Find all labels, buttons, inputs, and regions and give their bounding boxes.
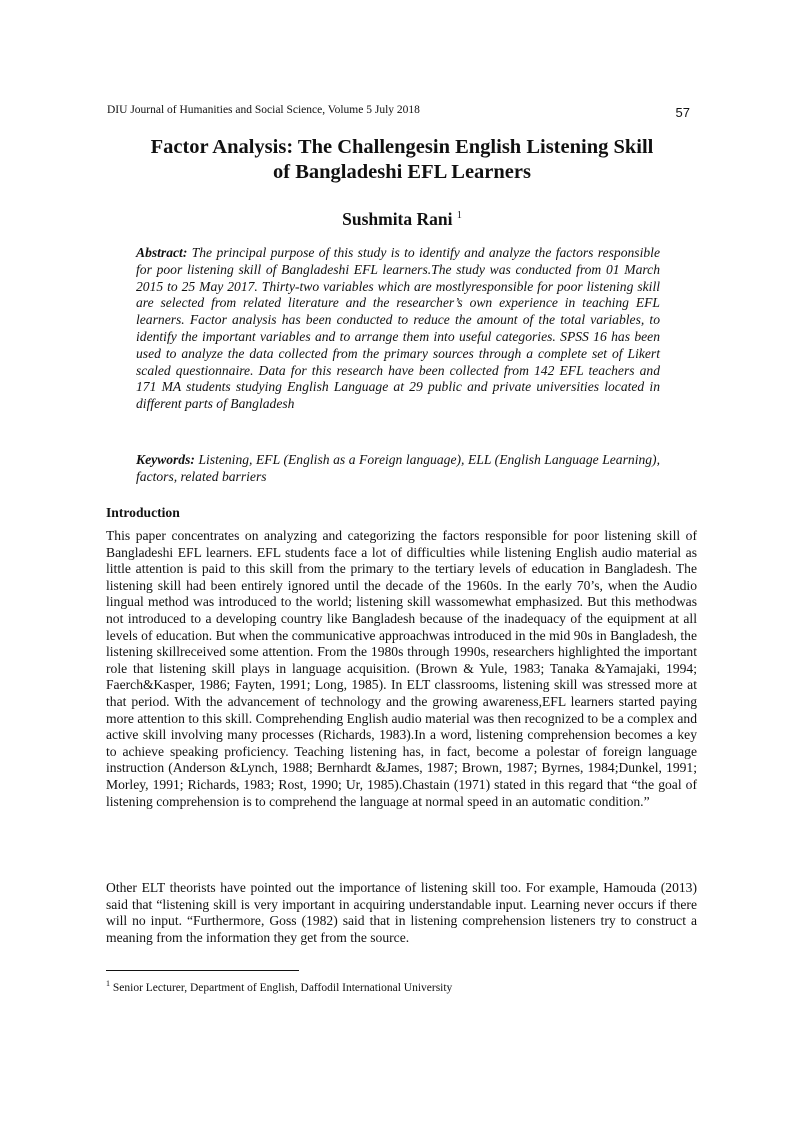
title-line-1: Factor Analysis: The Challengesin English Listening Skill — [150, 136, 654, 158]
keywords-text: Listening, EFL (English as a Foreign language), ELL (English Language Learning), factors, related barriers — [136, 452, 660, 484]
keywords — [136, 452, 660, 486]
author-line — [105, 209, 699, 230]
article-title — [105, 135, 699, 185]
page-number: 57 — [675, 105, 690, 120]
abstract — [136, 245, 660, 413]
footnote-text: Senior Lecturer, Department of English, Daffodil International University — [112, 981, 453, 994]
title-line-2: of Bangladeshi EFL Learners — [273, 161, 531, 183]
footnote-divider — [106, 970, 299, 971]
introduction-paragraph-1: This paper concentrates on analyzing and categorizing the factors responsible for poor listening skill of Bangladeshi EFL learners. EFL students face a lot of difficulties while listening English audio material as little attention is paid to this skill from the primary to the tertiary levels of education in Bangladesh. The listening skill had been entirely ignored until the decade of the 1960s. In the early 70’s, when the Audio lingual method was introduced to the world; listening skill wassomewhat emphasized. But this methodwas not introduced to a developing country like Bangladesh because of the inadequacy of the equipment at all levels of education. But when the communicative approachwas introduced in the mid 90s in Bangladesh, the listening skillreceived some attention. From the 1980s through 1990s, researchers highlighted the important role that listening skill plays in language acquisition. (Brown & Yule, 1983; Tanaka &Yamajaki, 1994; Faerch&Kasper, 1986; Fayten, 1991; Long, 1985). In ELT classrooms, listening skill was stressed more at that period. With the advancement of technology and the growing awareness,EFL learners started paying more attention to this skill. Comprehending English audio material was then recognized to be a complex and active skill involving many processes (Richards, 1983).In a word, listening comprehension becomes a key to achieve speaking proficiency. Teaching listening has, in fact, become a polestar of foreign language instruction (Anderson &Lynch, 1988; Bernhardt &James, 1987; Brown, 1987; Byrnes, 1984;Dunkel, 1991; Morley, 1991; Richards, 1983; Rost, 1990; Ur, 1985).Chastain (1971) stated in this regard that “the goal of listening comprehension is to comprehend the language at normal speed in an automatic condition.” — [106, 528, 697, 809]
footnote-mark: 1 — [106, 979, 110, 988]
running-header: DIU Journal of Humanities and Social Science, Volume 5 July 2018 — [107, 104, 420, 116]
footnote — [106, 979, 452, 994]
keywords-label: Keywords: — [136, 452, 195, 467]
author-name: Sushmita Rani — [342, 209, 453, 229]
author-footnote-mark: 1 — [456, 210, 462, 222]
abstract-label: Abstract: — [136, 245, 188, 260]
introduction-paragraph-2: Other ELT theorists have pointed out the importance of listening skill too. For example, Hamouda (2013) said that “listening skill is very important in acquiring understandable input. Learning never occurs if there will no input. “Furthermore, Goss (1982) said that in listening comprehension listeners try to construct a meaning from the information they get from the source. — [106, 880, 697, 945]
abstract-text: The principal purpose of this study is to identify and analyze the factors responsible for poor listening skill of Bangladeshi EFL learners.The study was conducted from 01 March 2015 to 25 May 2017. Thirty-two variables which are mostlyresponsible for poor listening skill are selected from related literature and the researcher’s own experience in teaching EFL learners. Factor analysis has been conducted to reduce the amount of the total variables, to identify the important variables and to arrange them into useful categories. SPSS 16 has been used to analyze the data collected from the primary sources through a complete set of Likert scaled questionnaire. Data for this research have been collected from 142 EFL teachers and 171 MA students studying English Language at 29 public and private universities located in different parts of Bangladesh — [136, 245, 660, 412]
section-heading-introduction: Introduction — [106, 505, 180, 520]
